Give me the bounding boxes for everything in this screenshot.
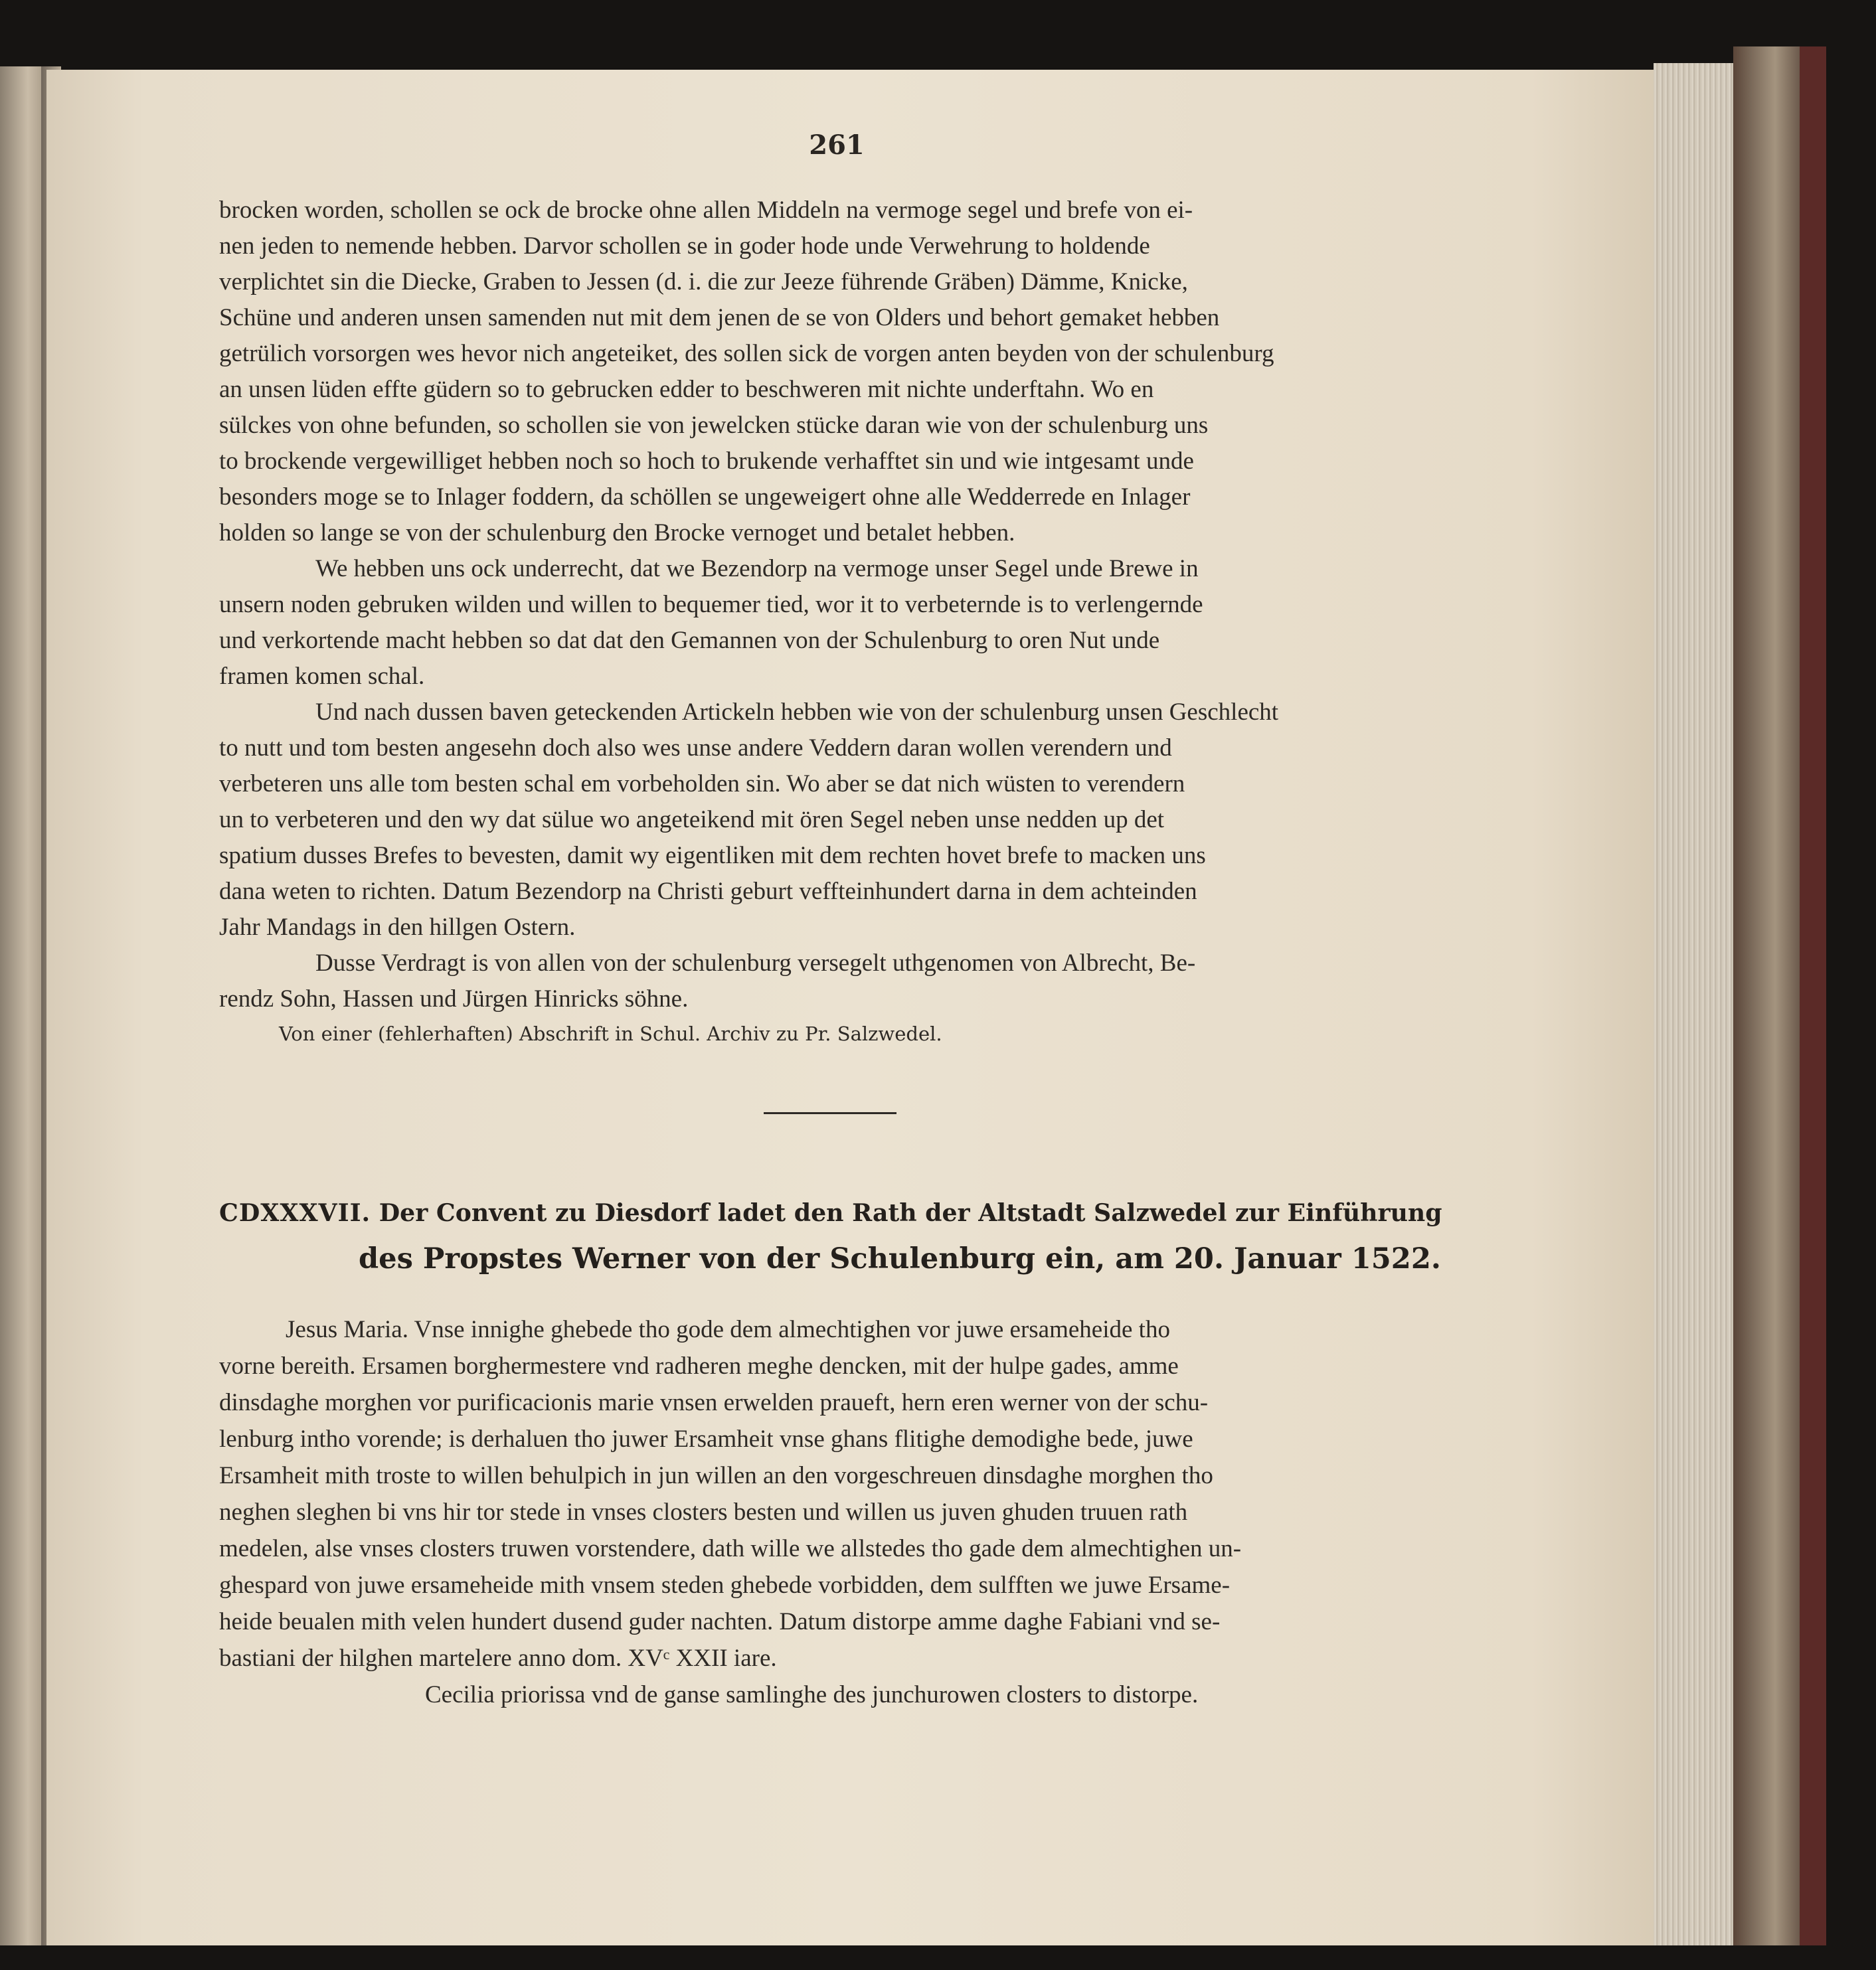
- text-line: holden so lange se von der schulenburg den Brocke vernoget und betalet hebben.: [219, 519, 1015, 546]
- text-line: sülckes von ohne befunden, so schollen sie von jewelcken stücke daran wie von der schulenburg uns: [219, 412, 1209, 439]
- text-line: We hebben uns ock underrecht, dat we Bezendorp na vermoge unser Segel unde Brewe in: [315, 555, 1199, 582]
- text-line: spatium dusses Brefes to bevesten, damit wy eigentliken mit dem rechten hovet brefe to macken uns: [219, 842, 1206, 869]
- book-cover-edge: [1733, 46, 1826, 1945]
- heading-title-line-2: des Propstes Werner von der Schulenburg ein, am 20. Januar 1522.: [359, 1242, 1441, 1275]
- text-line: unsern noden gebruken wilden und willen to bequemer tied, wor it to verbeternde is to verlengernde: [219, 591, 1203, 618]
- text-line: to nutt und tom besten angesehn doch also wes unse andere Veddern daran wollen verendern und: [219, 734, 1172, 762]
- text-line: brocken worden, schollen se ock de brocke ohne allen Middeln na vermoge segel und brefe von ei-: [219, 197, 1193, 224]
- text-line: Jahr Mandags in den hillgen Ostern.: [219, 914, 576, 941]
- text-line: Dusse Verdragt is von allen von der schulenburg versegelt uthgenomen von Albrecht, Be-: [315, 949, 1196, 977]
- page-edges: [1654, 63, 1740, 1945]
- left-page-edge: [0, 66, 46, 1945]
- text-line: verbeteren uns alle tom besten schal em vorbeholden sin. Wo aber se dat nich wüsten to verendern: [219, 770, 1185, 797]
- text-line: Ersamheit mith troste to willen behulpich in jun willen an den vorgeschreuen dinsdaghe morghen tho: [219, 1462, 1213, 1489]
- text-line: verplichtet sin die Diecke, Graben to Jessen (d. i. die zur Jeeze führende Gräben) Dämme, Knicke,: [219, 268, 1188, 295]
- text-line: Und nach dussen baven geteckenden Artickeln hebben wie von der schulenburg unsen Geschlecht: [315, 698, 1279, 726]
- text-line: heide beualen mith velen hundert dusend guder nachten. Datum distorpe amme daghe Fabiani vnd se-: [219, 1608, 1221, 1635]
- text-line: Jesus Maria. Vnse innighe ghebede tho gode dem almechtighen vor juwe ersameheide tho: [286, 1316, 1170, 1343]
- text-line: getrülich vorsorgen wes hevor nich angeteiket, des sollen sick de vorgen anten beyden von der schulenburg: [219, 340, 1274, 367]
- text-line: medelen, alse vnses closters truwen vorstendere, dath wille we allstedes tho gade dem almechtighen un-: [219, 1535, 1242, 1562]
- text-line: neghen sleghen bi vns hir tor stede in vnses closters besten und willen us juven ghuden truuen rath: [219, 1499, 1188, 1526]
- document-heading: [219, 1198, 1442, 1227]
- section-divider: [764, 1112, 896, 1114]
- text-line: vorne bereith. Ersamen borghermestere vnd radheren meghe dencken, mit der hulpe gades, amme: [219, 1353, 1179, 1380]
- text-line: Schüne und anderen unsen samenden nut mit dem jenen de se von Olders und behort gemaket hebben: [219, 304, 1220, 331]
- text-line: to brockende vergewilliget hebben noch so hoch to brukende verhafftet sin und wie intgesamt unde: [219, 448, 1194, 475]
- source-note: Von einer (fehlerhaften) Abschrift in Schul. Archiv zu Pr. Salzwedel.: [279, 1023, 942, 1045]
- text-line: dana weten to richten. Datum Bezendorp na Christi geburt veffteinhundert darna in dem achteinden: [219, 878, 1197, 905]
- text-line: ghespard von juwe ersameheide mith vnsem steden ghebede vorbidden, dem sulfften we juwe Ersame-: [219, 1572, 1231, 1599]
- text-line: nen jeden to nemende hebben. Darvor schollen se in goder hode unde Verwehrung to holdende: [219, 232, 1150, 260]
- signature-line: Cecilia priorissa vnd de ganse samlinghe des junchurowen closters to distorpe.: [425, 1681, 1199, 1708]
- text-line: lenburg intho vorende; is derhaluen tho juwer Ersamheit vnse ghans flitighe demodighe bede, juwe: [219, 1426, 1193, 1453]
- page-number: 261: [809, 129, 865, 161]
- heading-title-line-1: Der Convent zu Diesdorf ladet den Rath der Altstadt Salzwedel zur Einführung: [379, 1198, 1442, 1227]
- text-line: dinsdaghe morghen vor purificacionis marie vnsen erwelden praueft, hern eren werner von der schu-: [219, 1389, 1209, 1416]
- text-line: un to verbeteren und den wy dat sülue wo angeteikend mit ören Segel neben unse nedden up det: [219, 806, 1165, 833]
- text-line: rendz Sohn, Hassen und Jürgen Hinricks söhne.: [219, 985, 689, 1013]
- text-line: besonders moge se to Inlager foddern, da schöllen se ungeweigert ohne alle Wedderrede en Inlager: [219, 483, 1191, 511]
- document-number: CDXXXVII.: [219, 1198, 371, 1227]
- text-line: und verkortende macht hebben so dat dat den Gemannen von der Schulenburg to oren Nut unde: [219, 627, 1160, 654]
- text-line: bastiani der hilghen martelere anno dom. XVᶜ XXII iare.: [219, 1645, 777, 1672]
- text-line: an unsen lüden effte güdern so to gebrucken edder to beschweren mit nichte underftahn. Wo en: [219, 376, 1154, 403]
- text-line: framen komen schal.: [219, 663, 425, 690]
